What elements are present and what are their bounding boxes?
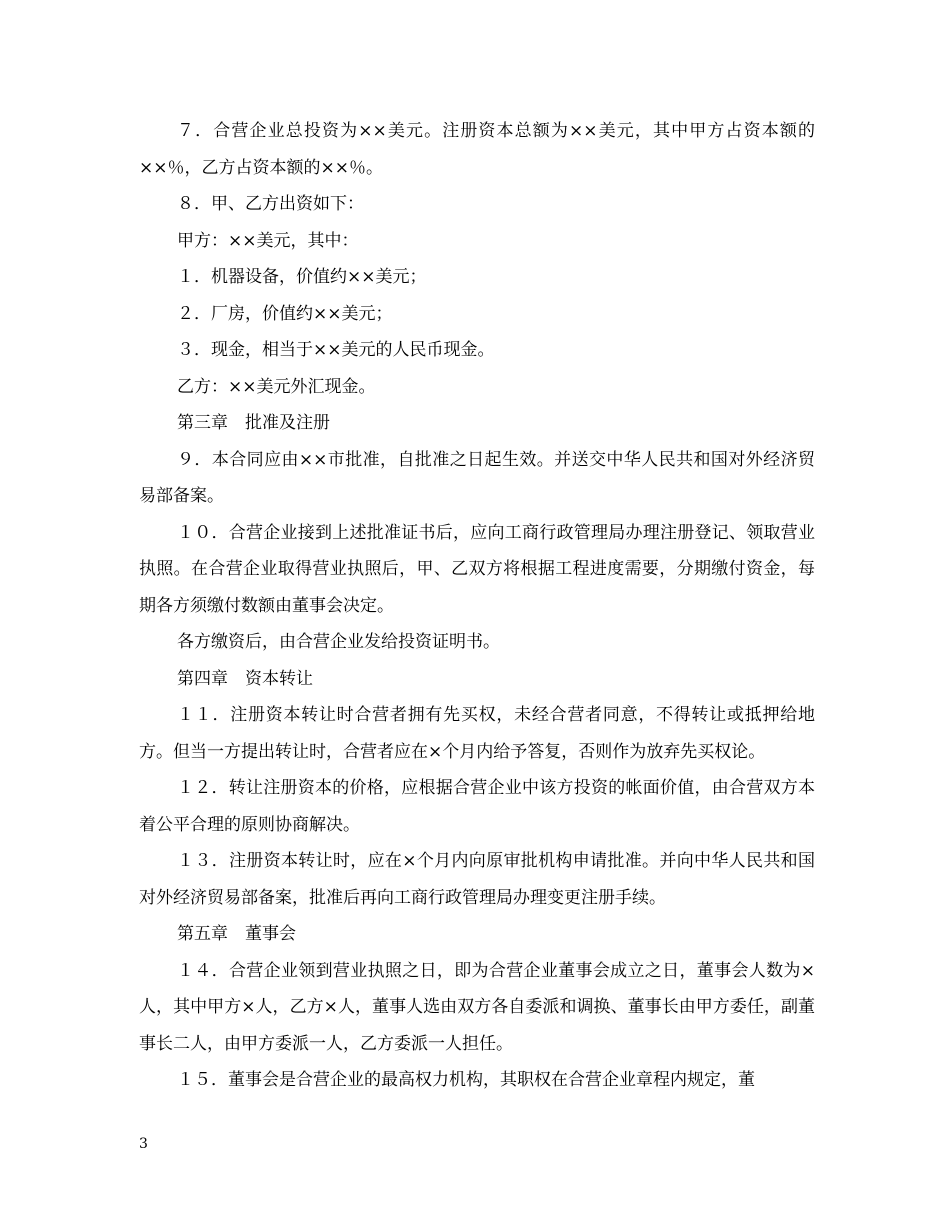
paragraph-clause-11: １１．注册资本转让时合营者拥有先买权，未经合营者同意，不得转让或抵押给地方。但当一方提出转让时，合营者应在×个月内给予答复，否则作为放弃先买权论。 [139, 705, 815, 762]
paragraph-clause-14: １４．合营企业领到营业执照之日，即为合营企业董事会成立之日，董事会人数为×人，其中甲方×人，乙方×人，董事人选由双方各自委派和调换、董事长由甲方委任，副董事长二人，由甲方委派一人，乙方委派一人担任。 [139, 960, 815, 1054]
paragraph-party-a-contribution: 甲方：××美元，其中： [177, 230, 359, 251]
paragraph-clause-7: ７．合营企业总投资为××美元。注册资本总额为××美元，其中甲方占资本额的××％，乙方占资本额的××％。 [139, 121, 815, 178]
document-body [139, 113, 815, 1099]
paragraph-party-b-contribution: 乙方：××美元外汇现金。 [177, 376, 376, 397]
paragraph-clause-9: ９．本合同应由××市批准，自批准之日起生效。并送交中华人民共和国对外经济贸易部备案。 [139, 449, 815, 506]
paragraph-investment-certificate: 各方缴资后，由合营企业发给投资证明书。 [177, 632, 500, 652]
paragraph-item-cash: ３．现金，相当于××美元的人民币现金。 [177, 340, 495, 360]
paragraph-clause-8: ８．甲、乙方出资如下： [177, 194, 364, 214]
chapter-heading-4: 第四章 资本转让 [177, 668, 313, 689]
paragraph-clause-10: １０．合营企业接到上述批准证书后，应向工商行政管理局办理注册登记、领取营业执照。在合营企业取得营业执照后，甲、乙双方将根据工程进度需要，分期缴付资金，每期各方须缴付数额由董事会决定。 [139, 522, 815, 616]
chapter-heading-3: 第三章 批准及注册 [177, 413, 330, 433]
paragraph-clause-15: １５．董事会是合营企业的最高权力机构，其职权在合营企业章程内规定，董 [177, 1070, 755, 1090]
paragraph-clause-12: １２．转让注册资本的价格，应根据合营企业中该方投资的帐面价值，由合营双方本着公平合理的原则协商解决。 [139, 778, 815, 835]
paragraph-item-machinery: １．机器设备，价值约××美元； [177, 267, 427, 287]
chapter-heading-5: 第五章 董事会 [177, 924, 296, 944]
paragraph-item-factory: ２．厂房，价值约××美元； [177, 303, 393, 324]
paragraph-clause-13: １３．注册资本转让时，应在×个月内向原审批机构申请批准。并向中华人民共和国对外经济贸易部备案，批准后再向工商行政管理局办理变更注册手续。 [139, 851, 815, 908]
page-number: 3 [139, 1136, 148, 1152]
